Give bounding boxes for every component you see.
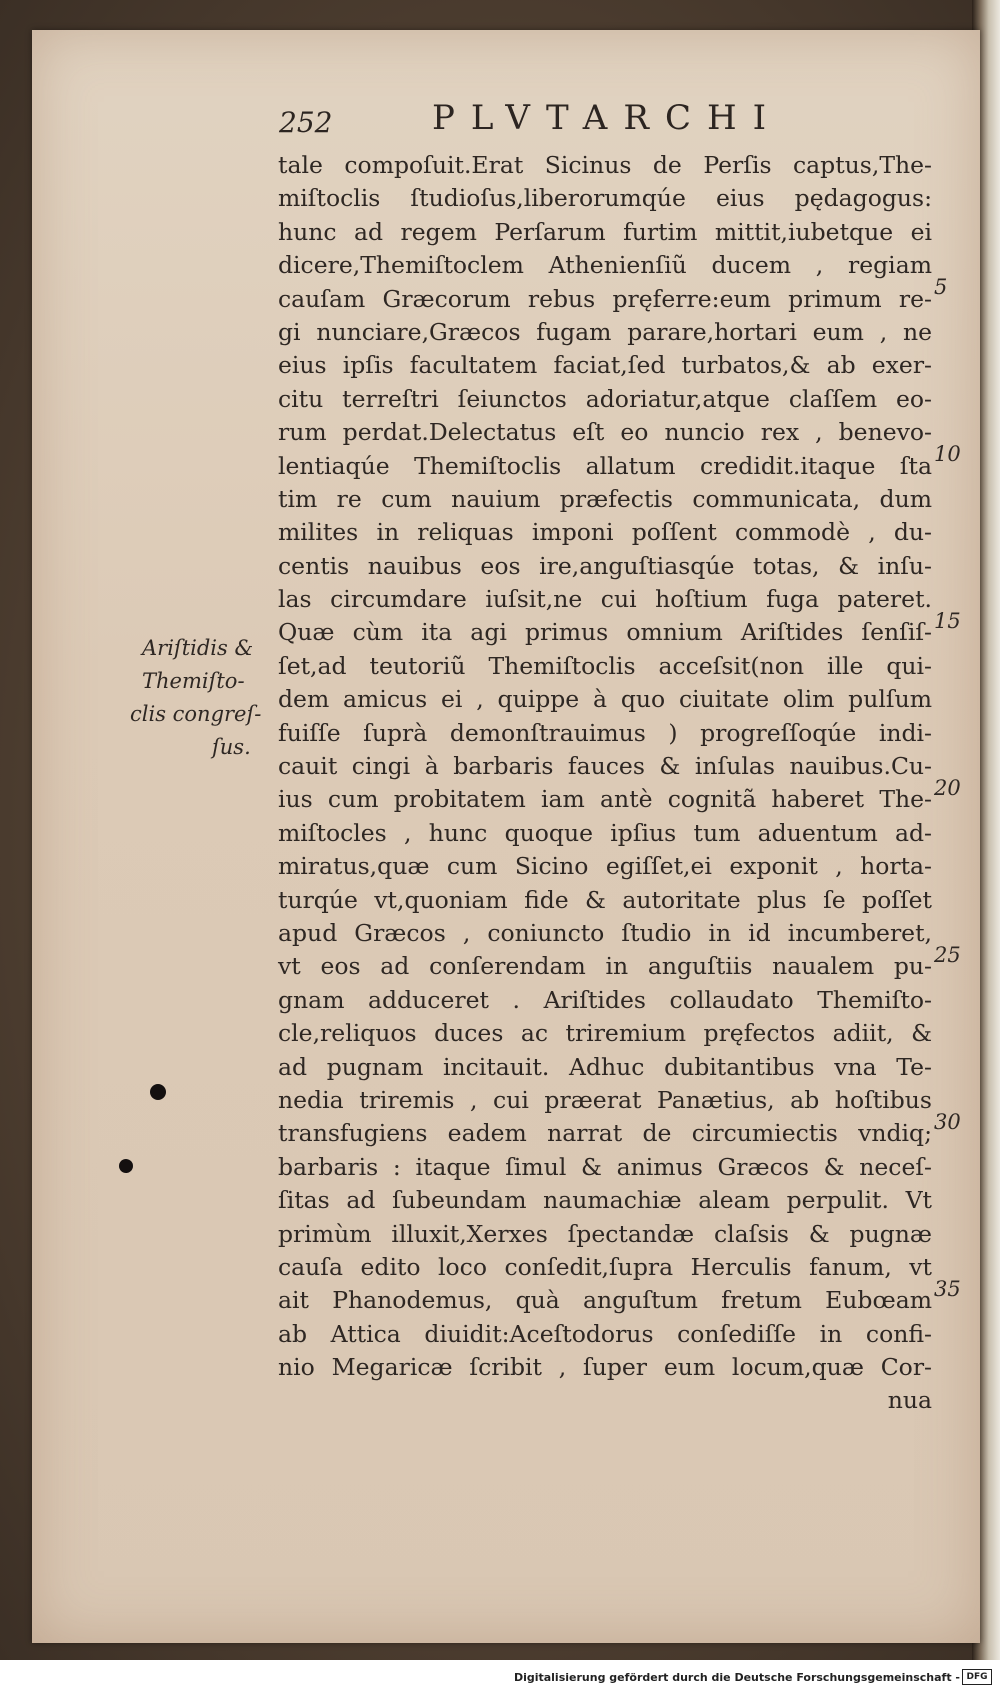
- text-line: cauſa edito loco conſedit,ſupra Herculis fanum, vt: [278, 1252, 932, 1281]
- line-number: 15: [934, 609, 961, 633]
- ink-dot: [119, 1159, 133, 1173]
- text-line: eius ipſis facultatem faciat,ſed turbatos,& ab exer-: [278, 351, 932, 380]
- text-line: fuiſſe ſuprà demonſtrauimus ) progreſſoqúe indi-: [278, 718, 932, 747]
- text-line: barbaris : itaque ſimul & animus Græcos & neceſ-: [278, 1152, 932, 1181]
- page-header: [0, 98, 1000, 146]
- text-line: primùm illuxit,Xerxes ſpectandæ claſsis & pugnæ: [278, 1219, 932, 1248]
- text-line: ius cum probitatem iam antè cognitã haberet The-: [278, 785, 932, 814]
- text-line: vt eos ad conſerendam in anguſtiis naualem pu-: [278, 952, 932, 981]
- marginal-note-line: ſus.: [212, 735, 251, 759]
- text-line: citu terreſtri ſeiunctos adoriatur,atque claſſem eo-: [278, 384, 932, 413]
- text-line: ad pugnam incitauit. Adhuc dubitantibus vna Te-: [278, 1052, 932, 1081]
- text-line: dem amicus ei , quippe à quo ciuitate olim pulſum: [278, 685, 932, 714]
- marginal-note-line: Themiſto-: [142, 669, 245, 693]
- text-line: gnam adduceret . Ariſtides collaudato Themiſto-: [278, 985, 932, 1014]
- page-number: 252: [279, 106, 333, 139]
- text-line: cauit cingi à barbaris fauces & inſulas nauibus.Cu-: [278, 752, 932, 781]
- text-line: Quæ cùm ita agi primus omnium Ariſtides ſenſiſ-: [278, 618, 932, 647]
- line-number: 35: [934, 1277, 961, 1301]
- text-line: cauſam Græcorum rebus pręferre:eum primum re-: [278, 284, 932, 313]
- text-line: hunc ad regem Perſarum furtim mittit,iubetque ei: [278, 217, 932, 246]
- running-head: PLVTARCHI: [432, 98, 783, 138]
- text-line: centis nauibus eos ire,anguſtiasqúe totas, & inſu-: [278, 551, 932, 580]
- text-line: nio Megaricæ ſcribit , ſuper eum locum,quæ Cor-: [278, 1353, 932, 1382]
- text-line: cle,reliquos duces ac triremium pręfectos adiit, &: [278, 1019, 932, 1048]
- text-line: miratus,quæ cum Sicino egiſſet,ei exponit , horta-: [278, 852, 932, 881]
- text-line: gi nunciare,Græcos fugam parare,hortari eum , ne: [278, 317, 932, 346]
- line-number: 10: [934, 442, 961, 466]
- text-line: tim re cum nauium præfectis communicata, dum: [278, 484, 932, 513]
- marginal-note-line: Ariſtidis &: [142, 636, 254, 660]
- text-line: las circumdare iuſsit,ne cui hoſtium fuga pateret.: [278, 585, 932, 614]
- text-line: apud Græcos , coniuncto ſtudio in id incumberet,: [278, 918, 932, 947]
- digitization-credit: Digitalisierung gefördert durch die Deutsche Forschungsgemeinschaft -: [513, 1671, 960, 1684]
- ink-dot: [150, 1084, 166, 1100]
- text-line: ſitas ad ſubeundam naumachiæ aleam perpulit. Vt: [278, 1186, 932, 1215]
- text-line: milites in reliquas imponi poſſent commodè , du-: [278, 518, 932, 547]
- dfg-logo: DFG: [962, 1669, 992, 1685]
- text-line: ſet,ad teutoriũ Themiſtoclis acceſsit(non ille qui-: [278, 651, 932, 680]
- catchword: nua: [887, 1386, 932, 1415]
- text-line: transfugiens eadem narrat de circumiectis vndiq;: [278, 1119, 932, 1148]
- text-line: tale compoſuit.Erat Sicinus de Perſis captus,The-: [278, 151, 932, 179]
- text-line: miſtocles , hunc quoque ipſius tum aduentum ad-: [278, 818, 932, 847]
- line-number: 20: [934, 776, 961, 800]
- text-line: nedia triremis , cui præerat Panætius, ab hoſtibus: [278, 1085, 932, 1114]
- text-line: rum perdat.Delectatus eſt eo nuncio rex , benevo-: [278, 418, 932, 447]
- marginal-note-line: clis congreſ-: [130, 702, 262, 726]
- text-line: ab Attica diuidit:Aceſtodorus conſediſſe in confi-: [278, 1319, 932, 1348]
- body-text: [278, 149, 932, 1418]
- text-line: dicere,Themiſtoclem Athenienſiũ ducem , regiam: [278, 251, 932, 280]
- text-line: ait Phanodemus, quà anguſtum fretum Eubœam: [278, 1286, 932, 1315]
- text-line: lentiaqúe Themiſtoclis allatum credidit.itaque ſta: [278, 451, 932, 480]
- marginal-note: [130, 632, 270, 764]
- text-line: miſtoclis ſtudioſus,liberorumqúe eius pędagogus:: [278, 184, 932, 213]
- line-number: 30: [934, 1110, 961, 1134]
- footer-bar: [0, 1660, 1000, 1695]
- line-number: 5: [934, 275, 948, 299]
- line-number: 25: [934, 943, 961, 967]
- text-line: turqúe vt,quoniam fide & autoritate plus ſe poſſet: [278, 885, 932, 914]
